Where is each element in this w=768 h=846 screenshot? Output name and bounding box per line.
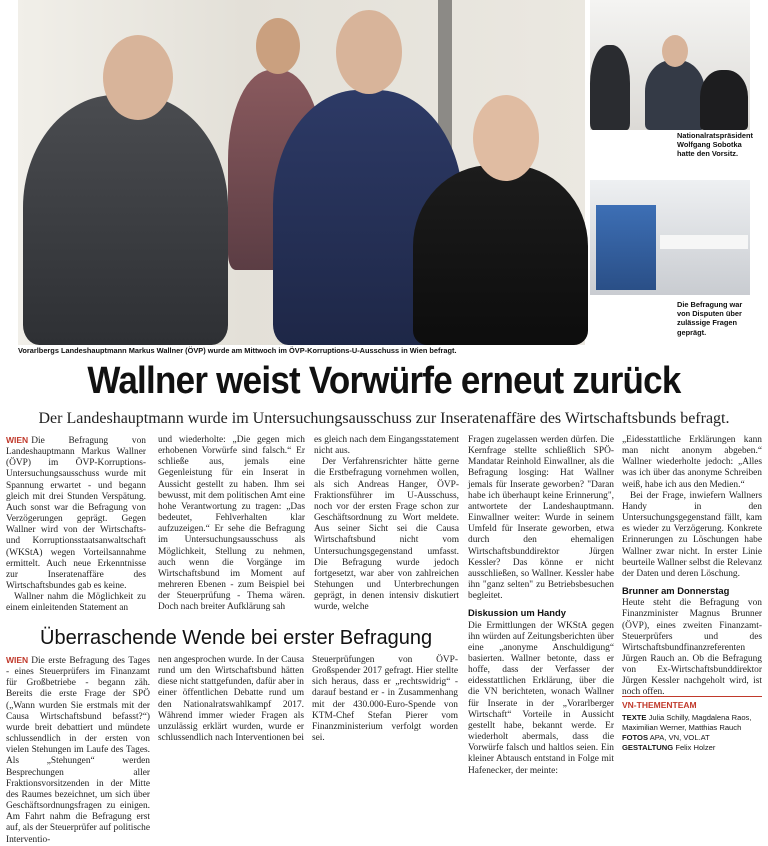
inset1-person-1 (590, 45, 630, 130)
credits-foto-label: FOTOS (622, 733, 649, 742)
credits-foto-row (622, 733, 762, 743)
article-paragraph: Der Verfahrensrichter hätte gerne die Erstbefragung vornehmen wollen, als sich Andreas Hanger, ÖVP-Fraktionsführer im U-Ausschuss, noch vor der ersten Frage schon zur Geschäftsordnung zu Wort meldete. Aus seiner Sicht sei die Causa Wirtschaftsbund nicht vom Untersuchungsgegenstand umfasst. Die Befragung wurde jedoch fortgesetzt, war aber von zahlreichen Stehungen und Unterbrechungen geprägt, in denen intensiv diskutiert wurde, welche (314, 457, 459, 613)
photo-head-left (103, 35, 173, 120)
inset-photo-room (590, 180, 750, 295)
second-dateline: WIEN (6, 655, 29, 665)
photo-head-front (473, 95, 539, 181)
inset1-person-3 (700, 70, 748, 130)
article-paragraph: Die Befragung von Landeshauptmann Markus Wallner (ÖVP) im ÖVP-Korruptions-Untersuchungsausschuss wurde mit Spannung erwartet - und begann gleich mit drei Stunden Verspätung. Auch sonst war die Befragung von Verzögerungen geprägt. Gegen Wallner wird von der Wirtschafts- und Korruptionsstaatsanwaltschaft (WKStA) wegen Vorteilsannahme ermittelt. Auch neue Erkenntnisse zur Inseratenaffäre des Wirtschaftsbundes gab es keine. (6, 436, 146, 592)
credits-text-label: TEXTE (622, 713, 647, 722)
credits-text-row (622, 713, 762, 733)
second-story-column-2 (158, 655, 458, 779)
inset1-person-2 (645, 60, 705, 130)
subheading-handy: Diskussion um Handy (468, 607, 566, 619)
credits-design-value: Felix Holzer (675, 743, 716, 752)
main-photo (18, 0, 585, 345)
article-column-5 (622, 435, 762, 698)
credits-box (622, 696, 762, 753)
article-paragraph: Bei der Frage, inwiefern Wallners Handy in den Untersuchungsgegenstand fällt, kam es wieder zu Verzögerung. Konkrete Erinnerungen zu Löschungen habe Wallner zwar nicht. In erster Linie beurteile Wallner selbst die Relevanz der Daten und deren Löschung. (622, 490, 762, 579)
dateline: WIEN (6, 435, 29, 445)
inset2-table (660, 235, 748, 249)
second-story-heading: Überraschende Wende bei erster Befragung (40, 627, 433, 649)
credits-design-label: GESTALTUNG (622, 743, 674, 752)
credits-foto-value: APA, VN, VOL.AT (649, 733, 710, 742)
article-column-2 (158, 435, 305, 620)
second-story-column-1 (6, 655, 150, 845)
credits-design-row (622, 743, 762, 753)
inset2-caption: Die Befragung war von Disputen über zulässige Fragen geprägt. (677, 300, 743, 337)
photo-head-back (256, 18, 300, 74)
article-column-3 (314, 435, 459, 620)
credits-text-value: Julia Schilly, Magdalena Raos, Maximilian Werner, Matthias Rauch (622, 713, 752, 732)
article-paragraph: Die Ermittlungen der WKStA gegen ihn würden auf Zeitungsberichten über eine „anonyme Anschuldigung“ basierten. Wallner betonte, dass er hoffe, dass der Verfasser der eidesstattlichen Erklärung, über die die VN berichteten, wonach Wallner für Inserate in der „Vorarlberger Wirtschaft“ Vorteile in Aussicht gestellt habe, bekannt werde. Er wiederholt abermals, dass die Vorwürfe falsch und haltlos seien. Ein kleiner Abtausch entstand in Folge mit Hafenecker, der meinte: (468, 620, 614, 776)
article-paragraph: Wallner nahm die Möglichkeit zu einem einleitenden Statement an (6, 592, 146, 614)
article-paragraph: es gleich nach dem Eingangsstatement nicht aus. (314, 435, 459, 457)
inset1-head-2 (662, 35, 688, 67)
subheadline: Der Landeshauptmann wurde im Untersuchungsausschuss zur Inseratenaffäre des Wirtschaftsbunds befragt. (38, 410, 730, 427)
headline: Wallner weist Vorwürfe erneut zurück (87, 360, 681, 402)
article-column-1 (6, 435, 146, 620)
photo-head-center (336, 10, 402, 94)
inset-photo-chair (590, 0, 750, 130)
second-story-paragraph: nen angesprochen wurde. In der Causa rund um den Wirtschaftsbund hätten diese nicht stattgefunden, dafür aber in einer öffentlichen Debatte rund um den Nationalratswahlkampf 2017. Während immer wieder Fragen als unzulässig erklärt wurden, wurde er schlussendlich nach Interventionen bei Steuerprüfungen von ÖVP-Großspender 2017 gefragt. Hier stellte sich heraus, dass er „rechtswidrig“ - darauf bestand er - in Zusammenhang mit der 430.000-Euro-Spende von KTM-Chef Stefan Pierer vom Finanzministerium verfolgt worden sei. (158, 655, 458, 744)
photo-person-front (413, 165, 588, 345)
article-paragraph: und wiederholte: „Die gegen mich erhobenen Vorwürfe sind falsch.“ Er schließe aus, jemals eine Gegenleistung für ein Inserat in Aussicht gestellt zu haben. Ihm sei bewusst, mit dem politischen Amt eine hohe Verantwortung zu tragen: „Das bedeutet, Fehlverhalten klar aufzuzeigen.“ Er sehe die Befragung im Untersuchungsausschuss als Möglichkeit, Stellung zu nehmen, auch wenn die Vorgänge im Wirtschaftsbund im Moment auf mehreren Ebenen - zum Beispiel bei der Steuerprüfung - Thema wären. Doch nach breiter Aufklärung sah (158, 435, 305, 613)
subheading-brunner: Brunner am Donnerstag (622, 585, 730, 597)
article-paragraph: Heute steht die Befragung von Finanzminister Magnus Brunner (ÖVP), eines zweiten Finanzamt-Steuerprüfers und des Wirtschaftsbundfinanzreferenten Jürgen Rauch an. Ob die Befragung von Ex-Wirtschaftsbunddirektor Jürgen Kessler nachgeholt wird, ist noch offen. (622, 598, 762, 698)
second-story-paragraph: Die erste Befragung des Tages - eines Steuerprüfers im Finanzamt für Großbetriebe - begann zäh. Bereits die erste Frage der SPÖ („Wann wurden Sie erstmals mit der Causa Wirtschaftsbund befasst?“) wurde breit debattiert und mündete schlussendlich in der ersten von vielen Stehungen im Laufe des Tages. Als „Stehungen“ werden Besprechungen aller Fraktionsvorsitzenden in der Mitte des Raumes bezeichnet, um sich über Geschäftsordnungsfragen zu einigen. Am Fahrt nahm die Befragung erst auf, als der Steuerprüfer auf politische Interventio- (6, 656, 150, 845)
main-photo-caption: Vorarlbergs Landeshauptmann Markus Wallner (ÖVP) wurde am Mittwoch im ÖVP-Korruptions-U-Ausschuss in Wien befragt. (18, 346, 457, 355)
inset2-panel (596, 205, 656, 290)
article-column-4 (468, 435, 614, 775)
photo-person-left (23, 95, 228, 345)
credits-team: VN-THEMENTEAM (622, 696, 762, 710)
inset1-caption: Nationalratspräsident Wolfgang Sobotka hatte den Vorsitz. (677, 131, 753, 159)
article-paragraph: Fragen zugelassen werden dürfen. Die Kernfrage stellte schließlich SPÖ-Mandatar Reinhold Einwallner, als die Befragung losging: Hat Wallner jemals für Inserate geworben? "Daran habe ich überhaupt keine Erinnerung", antwortete der Landeshauptmann. Einwallner weiter: Wurde in seinem Umfeld für Inserate geworben, etwa durch den ehemaligen Wirtschaftsbunddirektor Jürgen Kessler? Das könne er nicht ausschließen, so Wallner. Kessler habe ihn "ganz selten" zu Betriebsbesuchen begleitet. (468, 435, 614, 602)
article-paragraph: „Eidesstattliche Erklärungen kann man nicht anonym abgeben.“ Wallner wiederholte jedoch: „Alles was ich über das anonyme Schreiben weiß, habe ich aus den Medien.“ (622, 435, 762, 490)
